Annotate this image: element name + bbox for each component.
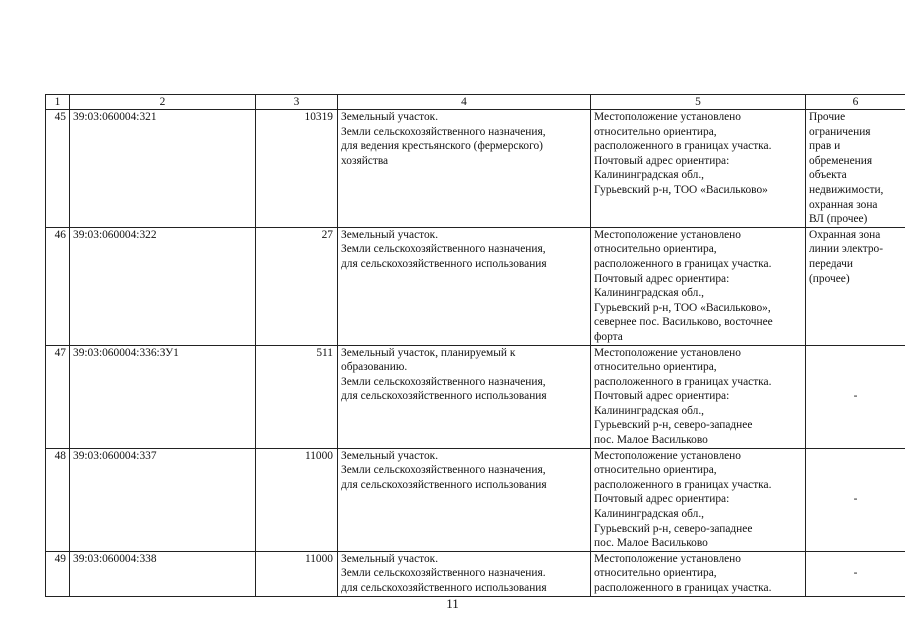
location-cell — [591, 110, 806, 228]
description-cell — [338, 110, 591, 228]
text-line: расположенного в границах участка. — [594, 478, 772, 491]
text-line: Местоположение установлено — [594, 552, 741, 565]
location-cell — [591, 448, 806, 551]
text-line: пос. Малое Васильково — [594, 434, 708, 447]
text-line: относительно ориентира, — [594, 567, 717, 580]
text-line: образованию. — [341, 361, 408, 374]
text-line: Земли сельскохозяйственного назначения, — [341, 125, 546, 138]
page-number: 11 — [446, 596, 459, 611]
text-line: прав и — [809, 140, 841, 153]
text-line: Местоположение установлено — [594, 449, 741, 462]
text-line: Местоположение установлено — [594, 228, 741, 241]
text-line: Земельный участок. — [341, 449, 439, 462]
text-line: обременения — [809, 154, 873, 167]
land-plots-table — [45, 94, 905, 597]
column-header: 3 — [256, 95, 338, 110]
text-line: пос. Малое Васильково — [594, 537, 708, 550]
location-cell — [591, 551, 806, 596]
restrictions-cell — [806, 345, 905, 448]
area-cell: 11000 — [256, 551, 338, 596]
text-line: хозяйства — [341, 154, 389, 167]
text-line: расположенного в границах участка. — [594, 375, 772, 388]
text-line: Земельный участок, планируемый к — [341, 346, 516, 359]
text-line: Земельный участок. — [341, 228, 439, 241]
row-number-cell: 48 — [46, 448, 70, 551]
text-line: Земли сельскохозяйственного назначения. — [341, 567, 546, 580]
text-line: для ведения крестьянского (фермерского) — [341, 140, 543, 153]
text-line: линии электро- — [809, 243, 884, 256]
area-cell: 511 — [256, 345, 338, 448]
text-line: охранная зона — [809, 198, 878, 211]
text-line: Почтовый адрес ориентира: — [594, 272, 730, 285]
text-line: Местоположение установлено — [594, 111, 741, 123]
restrictions-cell — [806, 551, 905, 596]
text-line: для сельскохозяйственного использования — [341, 257, 547, 270]
text-line: расположенного в границах участка. — [594, 257, 772, 270]
text-line: относительно ориентира, — [594, 464, 717, 477]
text-line: Земельный участок. — [341, 111, 439, 123]
cadastral-number-cell: 39:03:060004:322 — [70, 227, 256, 345]
text-line: передачи — [809, 257, 853, 270]
text-line: форта — [594, 330, 623, 343]
location-cell — [591, 227, 806, 345]
text-line: объекта — [809, 169, 847, 182]
text-line: севернее пос. Васильково, восточнее — [594, 316, 773, 329]
description-cell — [338, 227, 591, 345]
table-row — [46, 110, 905, 228]
text-line: - — [853, 390, 858, 403]
text-line: Калининградская обл., — [594, 404, 705, 417]
text-line: Земли сельскохозяйственного назначения, — [341, 243, 546, 256]
column-number-row — [46, 95, 905, 110]
text-line: относительно ориентира, — [594, 361, 717, 374]
cadastral-number-cell: 39:03:060004:338 — [70, 551, 256, 596]
text-line: Земельный участок. — [341, 552, 439, 565]
text-line: недвижимости, — [809, 183, 884, 196]
row-number-cell: 49 — [46, 551, 70, 596]
column-header: 5 — [591, 95, 806, 110]
text-line: Калининградская обл., — [594, 287, 705, 300]
text-line: для сельскохозяйственного использования — [341, 478, 547, 491]
column-header: 4 — [338, 95, 591, 110]
text-line: для сельскохозяйственного использования — [341, 582, 547, 594]
text-line: Калининградская обл., — [594, 169, 705, 182]
text-line: ограничения — [809, 125, 871, 138]
description-cell — [338, 448, 591, 551]
text-line: Почтовый адрес ориентира: — [594, 154, 730, 167]
restrictions-cell — [806, 227, 905, 345]
text-line: Почтовый адрес ориентира: — [594, 493, 730, 506]
area-cell: 11000 — [256, 448, 338, 551]
table-row — [46, 448, 905, 551]
text-line: относительно ориентира, — [594, 243, 717, 256]
table-row — [46, 345, 905, 448]
location-cell — [591, 345, 806, 448]
restrictions-cell — [806, 110, 905, 228]
column-header: 1 — [46, 95, 70, 110]
text-line: расположенного в границах участка. — [594, 582, 772, 594]
area-cell: 10319 — [256, 110, 338, 228]
text-line: (прочее) — [809, 272, 850, 285]
text-line: для сельскохозяйственного использования — [341, 390, 547, 403]
row-number-cell: 47 — [46, 345, 70, 448]
text-line: - — [853, 493, 858, 506]
column-header: 2 — [70, 95, 256, 110]
text-line: Земли сельскохозяйственного назначения, — [341, 375, 546, 388]
table-row — [46, 227, 905, 345]
description-cell — [338, 345, 591, 448]
text-line: Земли сельскохозяйственного назначения, — [341, 464, 546, 477]
text-line: Гурьевский р-н, ТОО «Васильково», — [594, 301, 771, 314]
table-row — [46, 551, 905, 596]
text-line: Прочие — [809, 111, 846, 123]
text-line: относительно ориентира, — [594, 125, 717, 138]
row-number-cell: 46 — [46, 227, 70, 345]
document-sheet — [45, 94, 884, 597]
text-line: Гурьевский р-н, северо-западнее — [594, 522, 753, 535]
text-line: Гурьевский р-н, ТОО «Васильково» — [594, 183, 768, 196]
column-header: 6 — [806, 95, 905, 110]
text-line: ВЛ (прочее) — [809, 213, 868, 226]
restrictions-cell — [806, 448, 905, 551]
text-line: - — [853, 567, 858, 580]
text-line: Охранная зона — [809, 228, 881, 241]
cadastral-number-cell: 39:03:060004:336:ЗУ1 — [70, 345, 256, 448]
description-cell — [338, 551, 591, 596]
cadastral-number-cell: 39:03:060004:337 — [70, 448, 256, 551]
text-line: расположенного в границах участка. — [594, 140, 772, 153]
text-line: Калининградская обл., — [594, 508, 705, 521]
text-line: Местоположение установлено — [594, 346, 741, 359]
text-line: Гурьевский р-н, северо-западнее — [594, 419, 753, 432]
row-number-cell: 45 — [46, 110, 70, 228]
area-cell: 27 — [256, 227, 338, 345]
text-line: Почтовый адрес ориентира: — [594, 390, 730, 403]
cadastral-number-cell: 39:03:060004:321 — [70, 110, 256, 228]
